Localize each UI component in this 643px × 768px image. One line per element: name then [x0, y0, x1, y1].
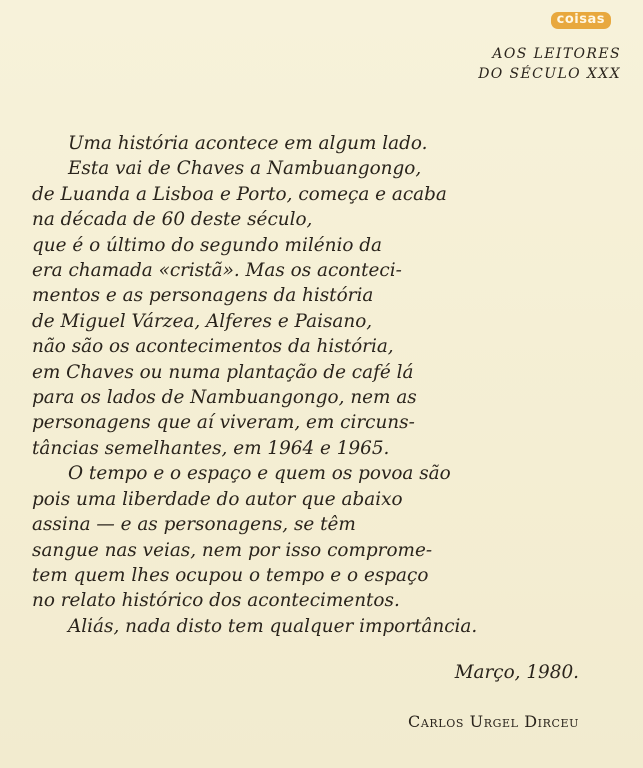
watermark-logo: coisas [551, 12, 611, 29]
text-line: não são os acontecimentos da história, [32, 336, 394, 358]
text-line: Aliás, nada disto tem qualquer importância. [68, 615, 478, 637]
text-line: Esta vai de Chaves a Nambuangongo, [68, 158, 422, 180]
dedication [478, 44, 621, 84]
text-line: assina — e as personagens, se têm [32, 514, 356, 536]
text-line: que é o último do segundo milénio da [32, 234, 382, 256]
text-line: sangue nas veias, nem por isso comprome- [32, 539, 433, 561]
text-line: pois uma liberdade do autor que abaixo [32, 488, 403, 510]
text-line: de Luanda a Lisboa e Porto, começa e acaba [32, 183, 447, 205]
text-line: mentos e as personagens da história [32, 285, 374, 307]
text-line: personagens que aí viveram, em circuns- [32, 412, 415, 434]
date-line: Março, 1980. [454, 662, 579, 683]
dedication-line-2: DO SÉCULO XXX [478, 66, 621, 82]
text-line: no relato histórico dos acontecimentos. [32, 590, 400, 612]
text-line: tem quem lhes ocupou o tempo e o espaço [32, 564, 429, 586]
text-line: era chamada «cristã». Mas os aconteci- [32, 260, 402, 282]
preface-text [32, 131, 592, 639]
text-line: de Miguel Várzea, Alferes e Paisano, [32, 310, 373, 332]
text-line: para os lados de Nambuangongo, nem as [32, 387, 417, 409]
text-line: tâncias semelhantes, em 1964 e 1965. [32, 437, 390, 459]
text-line: Uma história acontece em algum lado. [68, 133, 428, 154]
text-line: na década de 60 deste século, [32, 209, 313, 231]
author-signature: Carlos Urgel Dirceu [408, 712, 579, 731]
text-line: em Chaves ou numa plantação de café lá [32, 361, 414, 383]
text-line: O tempo e o espaço e quem os povoa são [68, 463, 451, 485]
dedication-line-1: AOS LEITORES [492, 46, 621, 62]
